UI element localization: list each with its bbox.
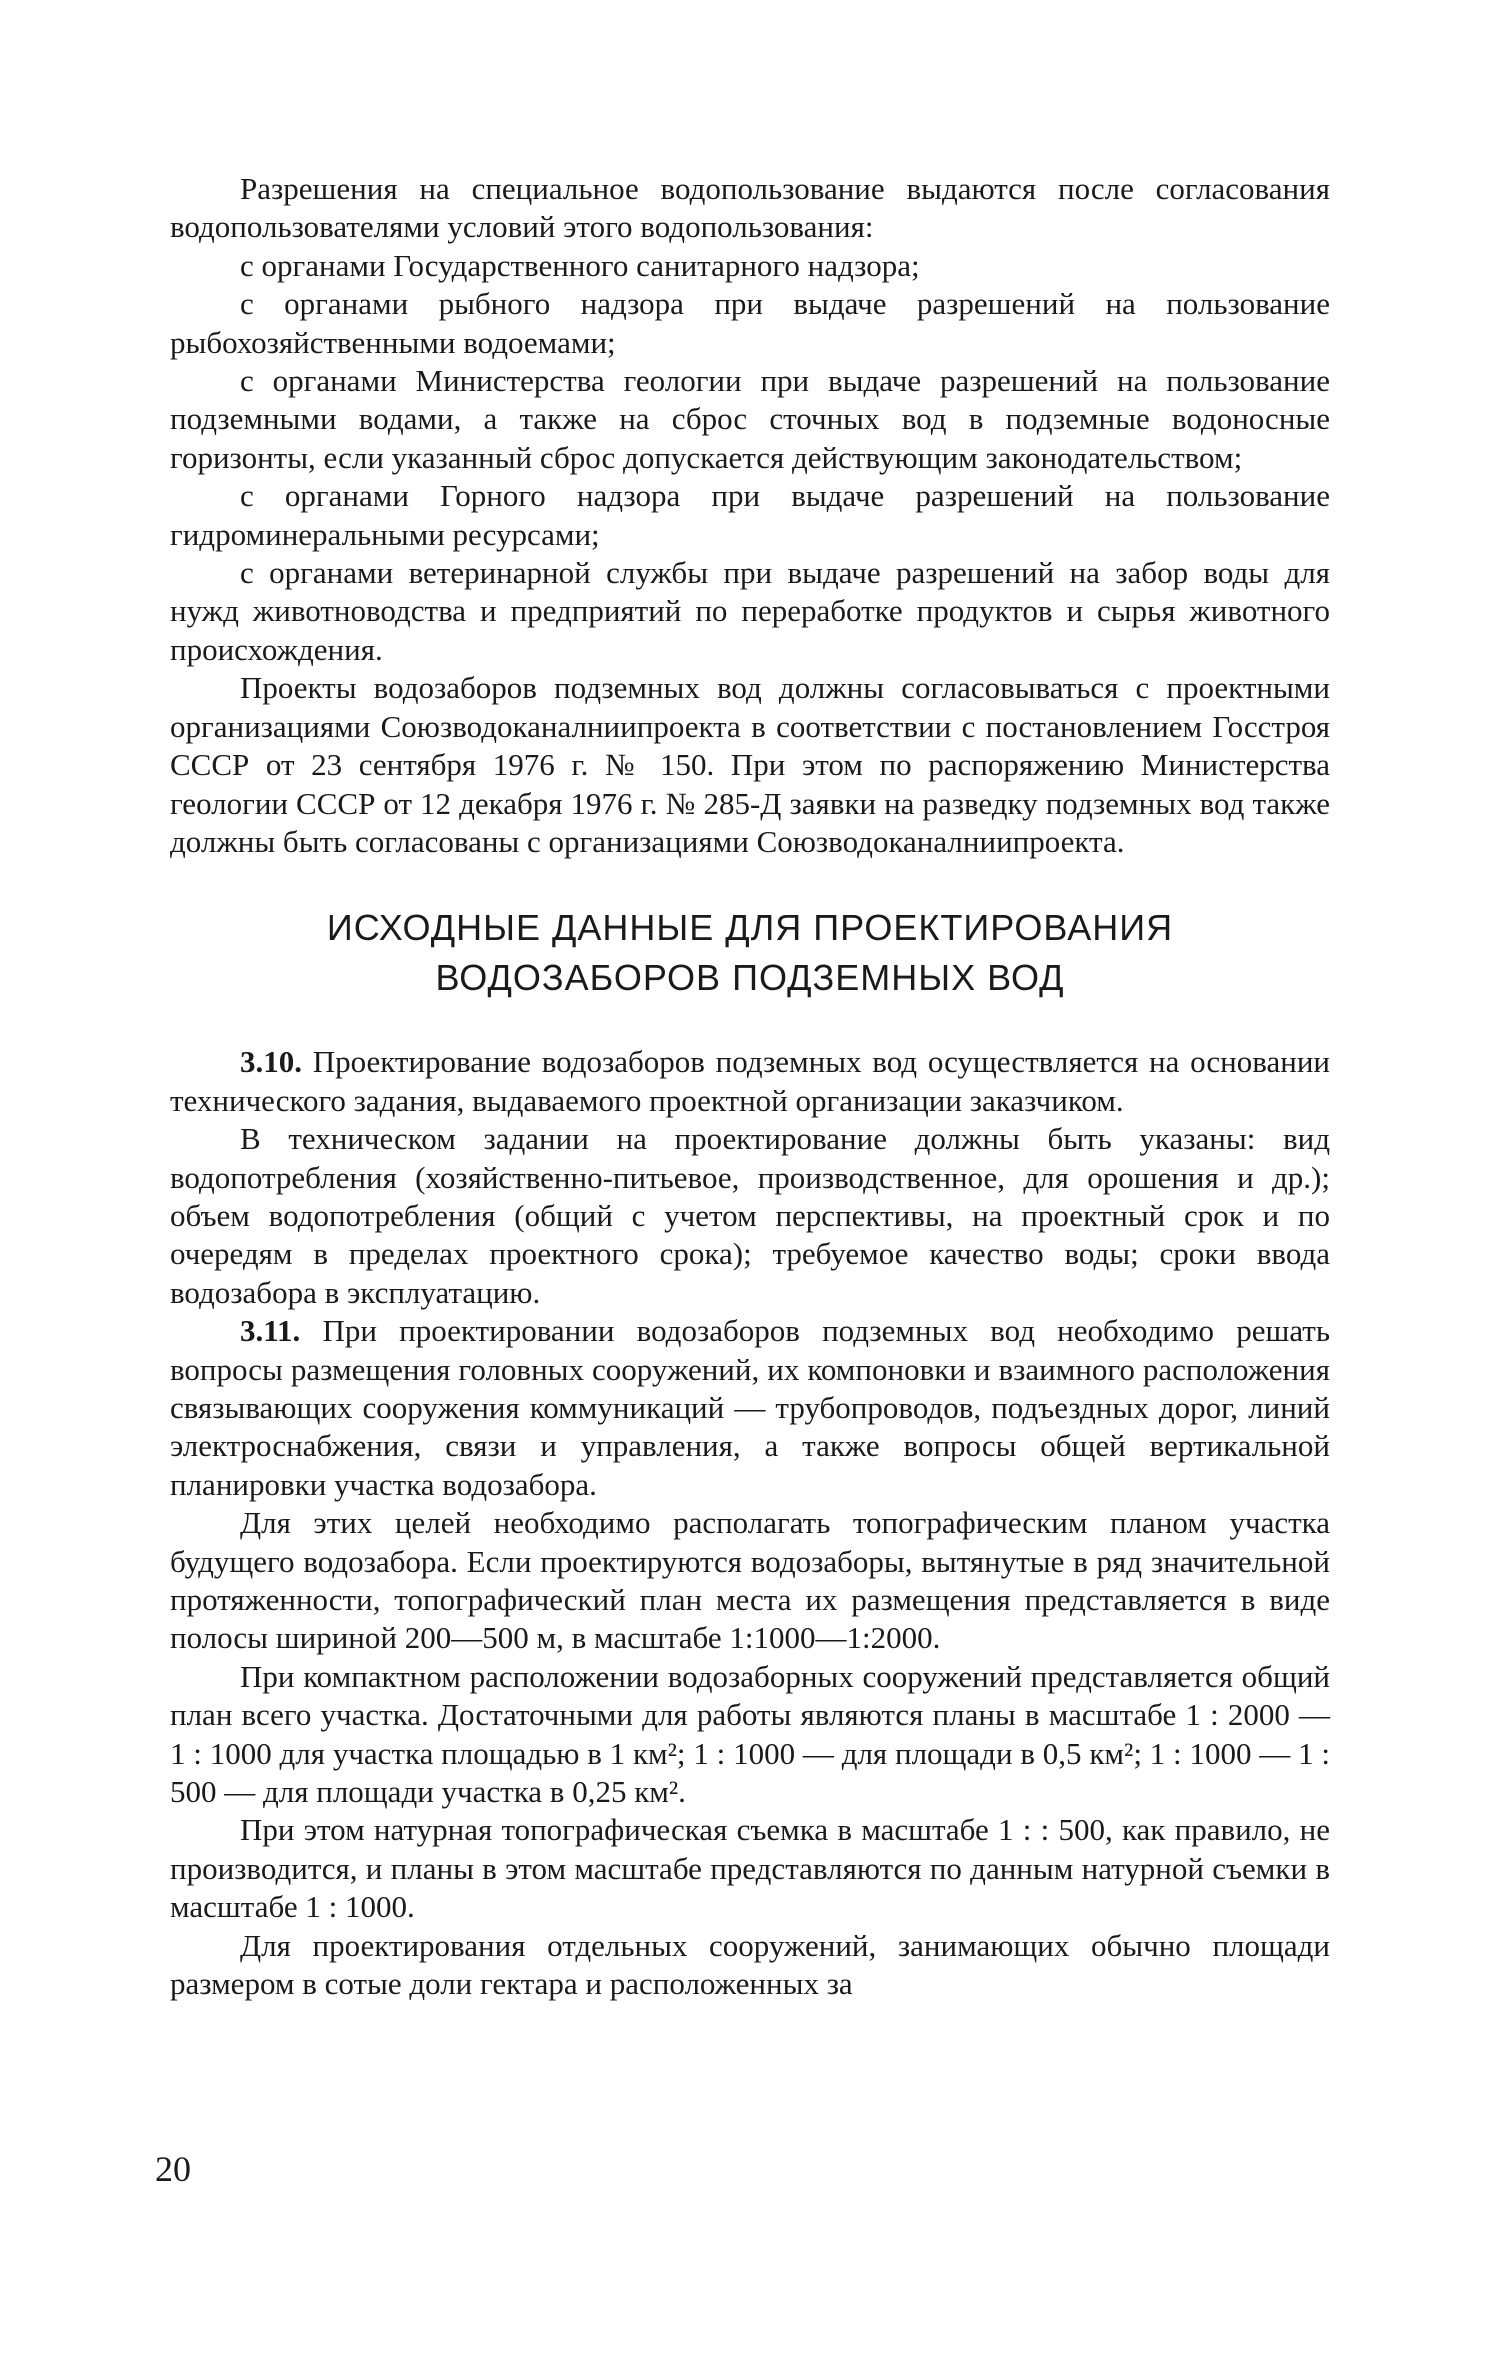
paragraph: При этом натурная топографическая съемка в масштабе 1 : : 500, как правило, не производится, и планы в этом масштабе представляются по данным натурной съемки в масштабе 1 : 1000. xyxy=(170,1812,1330,1925)
page-content xyxy=(170,170,1330,2003)
paragraph: Для проектирования отдельных сооружений, занимающих обычно площади размером в сотые доли гектара и расположенных за xyxy=(170,1927,1330,2002)
paragraph: Для этих целей необходимо располагать топографическим планом участка будущего водозабора. Если проектируются водозаборы, вытянутые в ряд значительной протяженности, топографический план места их размещения представляется в виде полосы шириной 200—500 м, в масштабе 1:1000—1:2000. xyxy=(170,1505,1330,1656)
paragraph: с органами ветеринарной службы при выдаче разрешений на забор воды для нужд животноводства и предприятий по переработке продуктов и сырья животного происхождения. xyxy=(170,555,1330,667)
paragraph: В техническом задании на проектирование должны быть указаны: вид водопотребления (хозяйственно-питьевое, производственное, для орошения и др.); объем водопотребления (общий с учетом перспективы, на проектный срок и по очередям в пределах проектного срока); требуемое качество воды; сроки ввода водозабора в эксплуатацию. xyxy=(170,1121,1330,1310)
paragraph: с органами Министерства геологии при выдаче разрешений на пользование подземными водами, а также на сброс сточных вод в подземные водоносные горизонты, если указанный сброс допускается действующим законодательством; xyxy=(170,363,1330,475)
paragraph: с органами Горного надзора при выдаче разрешений на пользование гидроминеральными ресурсами; xyxy=(170,478,1330,552)
main-section xyxy=(170,1043,1330,2003)
clause-number: 3.11. xyxy=(240,1313,301,1349)
clause-text: При проектировании водозаборов подземных вод необходимо решать вопросы размещения головных сооружений, их компоновки и взаимного расположения связывающих сооружения коммуникаций — трубопроводов, подъездных дорог, линий электроснабжения, связи и управления, а также вопросы общей вертикальной планировки участка водозабора. xyxy=(170,1313,1330,1502)
heading-line-1: ИСХОДНЫЕ ДАННЫЕ ДЛЯ ПРОЕКТИРОВАНИЯ xyxy=(326,907,1174,949)
clause-text: Проектирование водозаборов подземных вод осуществляется на основании технического задания, выдаваемого проектной организации заказчиком. xyxy=(170,1044,1330,1118)
intro-section xyxy=(170,170,1330,861)
clause-number: 3.10. xyxy=(240,1044,302,1080)
paragraph-3-10 xyxy=(170,1043,1330,1120)
section-heading xyxy=(170,903,1330,1003)
heading-line-2: ВОДОЗАБОРОВ ПОДЗЕМНЫХ ВОД xyxy=(435,957,1065,999)
page-number: 20 xyxy=(155,2149,191,2189)
paragraph: Проекты водозаборов подземных вод должны согласовываться с проектными организациями Союзводоканалниипроекта в соответствии с постановлением Госстроя СССР от 23 сентября 1976 г. № 150. При этом по распоряжению Министерства геологии СССР от 12 декабря 1976 г. № 285-Д заявки на разведку подземных вод также должны быть согласованы с организациями Союзводоканалниипроекта. xyxy=(170,670,1330,859)
paragraph: При компактном расположении водозаборных сооружений представляется общий план всего участка. Достаточными для работы являются планы в масштабе 1 : 2000 — 1 : 1000 для участка площадью в 1 км²; 1 : 1000 — для площади в 0,5 км²; 1 : 1000 — 1 : 500 — для площади участка в 0,25 км². xyxy=(170,1658,1330,1810)
paragraph: с органами Государственного санитарного надзора; xyxy=(240,247,920,283)
paragraph: Разрешения на специальное водопользование выдаются после согласования водопользователями условий этого водопользования: xyxy=(170,171,1330,245)
paragraph-3-11 xyxy=(170,1312,1330,1504)
paragraph: с органами рыбного надзора при выдаче разрешений на пользование рыбохозяйственными водоемами; xyxy=(170,286,1330,360)
